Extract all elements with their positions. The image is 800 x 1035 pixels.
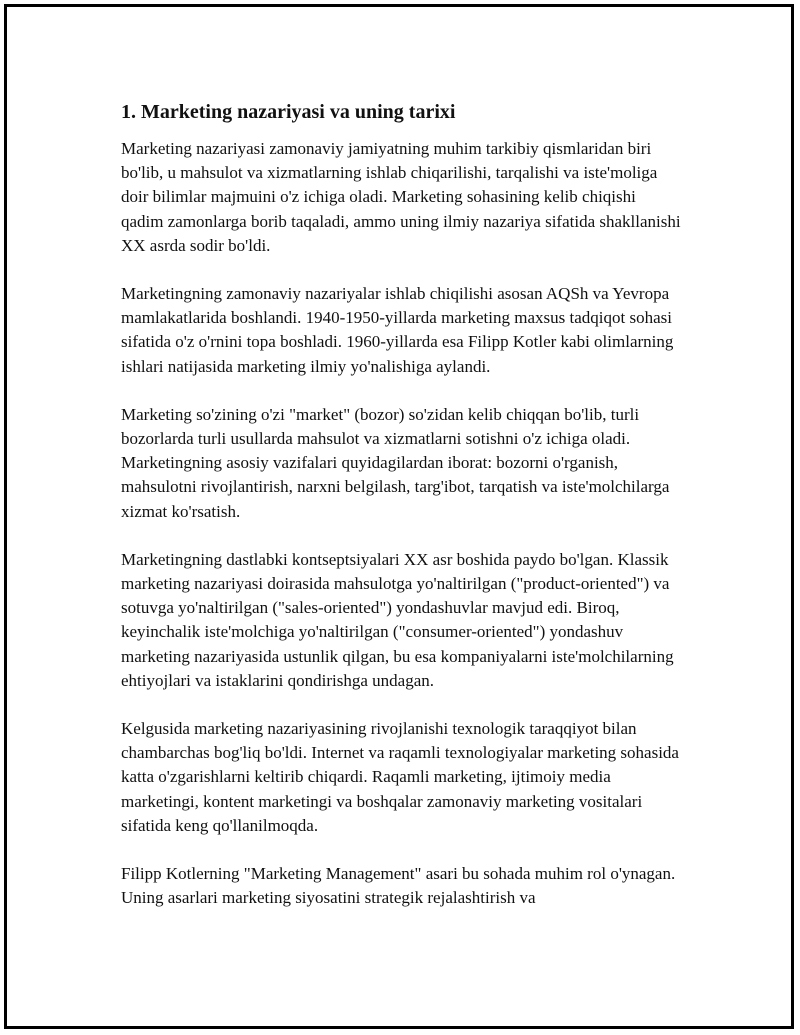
paragraph-3: Marketing so'zining o'zi "market" (bozor) so'zidan kelib chiqqan bo'lib, turli bozorlarda turli usullarda mahsulot va xizmatlarni sotishni o'z ichiga oladi. Marketingning asosiy vazifalari quyidagilardan iborat: bozorni o'rganish, mahsulotni rivojlantirish, narxni belgilash, targ'ibot, tarqatish va iste'molchilarga xizmat ko'rsatish. <box>121 404 670 521</box>
paragraph-1: Marketing nazariyasi zamonaviy jamiyatning muhim tarkibiy qismlaridan biri bo'lib, u mahsulot va xizmatlarning ishlab chiqarilishi, tarqalishi va iste'moliga doir bilimlar majmuini o'z ichiga oladi. Marketing sohasining kelib chiqishi qadim zamonlarga borib taqaladi, ammo uning ilmiy nazariya sifatida shakllanishi XX asrda sodir bo'ldi. <box>121 139 681 255</box>
paragraph-2: Marketingning zamonaviy nazariyalar ishlab chiqilishi asosan AQSh va Yevropa mamlakatlarida boshlandi. 1940-1950-yillarda marketing maxsus tadqiqot sohasi sifatida o'z o'rnini topa boshladi. 1960-yillarda esa Filipp Kotler kabi olimlarning ishlari natijasida marketing ilmiy yo'nalishiga aylandi. <box>121 284 674 376</box>
paragraph-6: Filipp Kotlerning "Marketing Management" asari bu sohada muhim rol o'ynagan. Uning asarlari marketing siyosatini strategik rejalashtirish va <box>121 864 676 908</box>
document-body <box>121 99 681 934</box>
paragraph-4: Marketingning dastlabki kontseptsiyalari XX asr boshida paydo bo'lgan. Klassik marketing nazariyasi doirasida mahsulotga yo'naltirilgan ("product-oriented") va sotuvga yo'naltirilgan ("sales-oriented") yondashuvlar mavjud edi. Biroq, keyinchalik iste'molchiga yo'naltirilgan ("consumer-oriented") yondashuv marketing nazariyasida ustunlik qilgan, bu esa kompaniyalarni iste'molchilarning ehtiyojlari va istaklarini qondirishga undagan. <box>121 549 674 690</box>
paragraph-5: Kelgusida marketing nazariyasining rivojlanishi texnologik taraqqiyot bilan chambarchas bog'liq bo'ldi. Internet va raqamli texnologiyalar marketing sohasida katta o'zgarishlarni keltirib chiqardi. Raqamli marketing, ijtimoiy media marketingi, kontent marketingi va boshqalar zamonaviy marketing vositalari sifatida keng qo'llanilmoqda. <box>121 719 679 835</box>
section-heading: 1. Marketing nazariyasi va uning tarixi <box>121 101 456 123</box>
page-frame <box>4 4 794 1029</box>
